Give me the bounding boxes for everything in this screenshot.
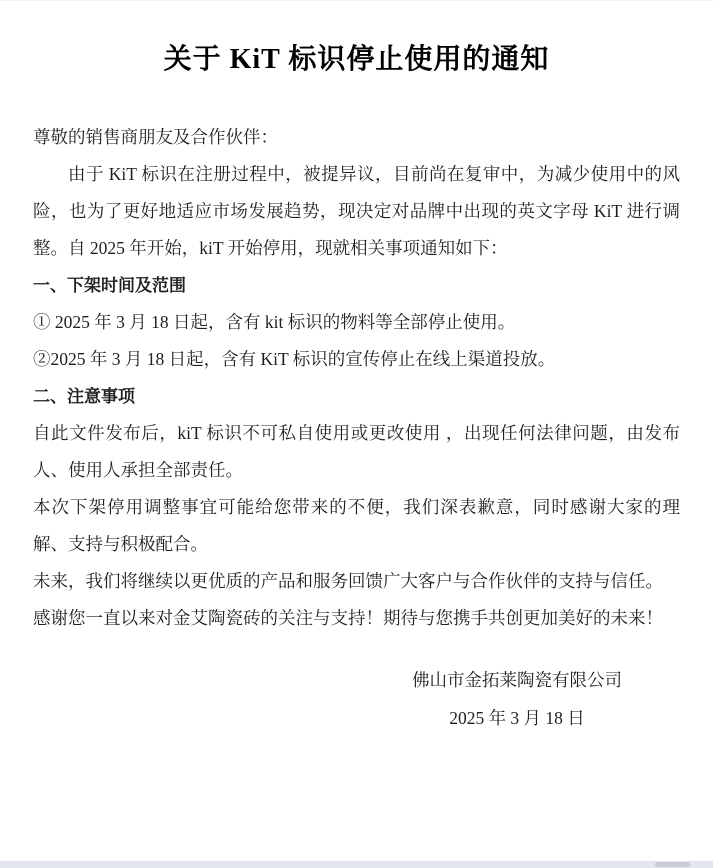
signature-block (412, 661, 622, 737)
salutation-line: 尊敬的销售商朋友及合作伙伴： (33, 127, 278, 147)
document-body (0, 1, 713, 737)
notice-paragraph-apology: 本次下架停用调整事宜可能给您带来的不便，我们深表歉意，同时感谢大家的理解、支持与积极配合。 (33, 497, 680, 554)
notice-paragraph-future: 未来，我们将继续以更优质的产品和服务回馈广大客户与合作伙伴的支持与信任。 (33, 571, 663, 591)
notice-paragraph-legal: 自此文件发布后，kiT 标识不可私自使用或更改使用 ，出现任何法律问题，由发布人、使用人承担全部责任。 (33, 423, 680, 480)
signature-date: 2025 年 3 月 18 日 (449, 708, 585, 728)
document-title: 关于 KiT 标识停止使用的通知 (163, 44, 550, 75)
notice-paragraph-intro: 由于 KiT 标识在注册过程中，被提异议，目前尚在复审中，为减少使用中的风险，也为了更好地适应市场发展趋势，现决定对品牌中出现的英文字母 KiT 进行调整。自 2025 年开始，kiT 开始停用，现就相关事项通知如下： (33, 164, 680, 258)
section-heading-removal-scope: 一、下架时间及范围 (33, 276, 186, 295)
document-text-block (33, 119, 680, 637)
section-heading-notes: 二、注意事项 (33, 387, 135, 406)
signature-company: 佛山市金拓莱陶瓷有限公司 (412, 670, 622, 690)
list-item-2: ②2025 年 3 月 18 日起，含有 KiT 标识的宣传停止在线上渠道投放。 (33, 349, 556, 369)
horizontal-scrollbar-thumb[interactable] (655, 862, 690, 867)
horizontal-scrollbar[interactable] (0, 860, 713, 868)
list-item-1: ① 2025 年 3 月 18 日起，含有 kit 标识的物料等全部停止使用。 (33, 312, 516, 332)
notice-paragraph-thanks: 感谢您一直以来对金艾陶瓷砖的关注与支持！期待与您携手共创更加美好的未来！ (33, 608, 663, 628)
